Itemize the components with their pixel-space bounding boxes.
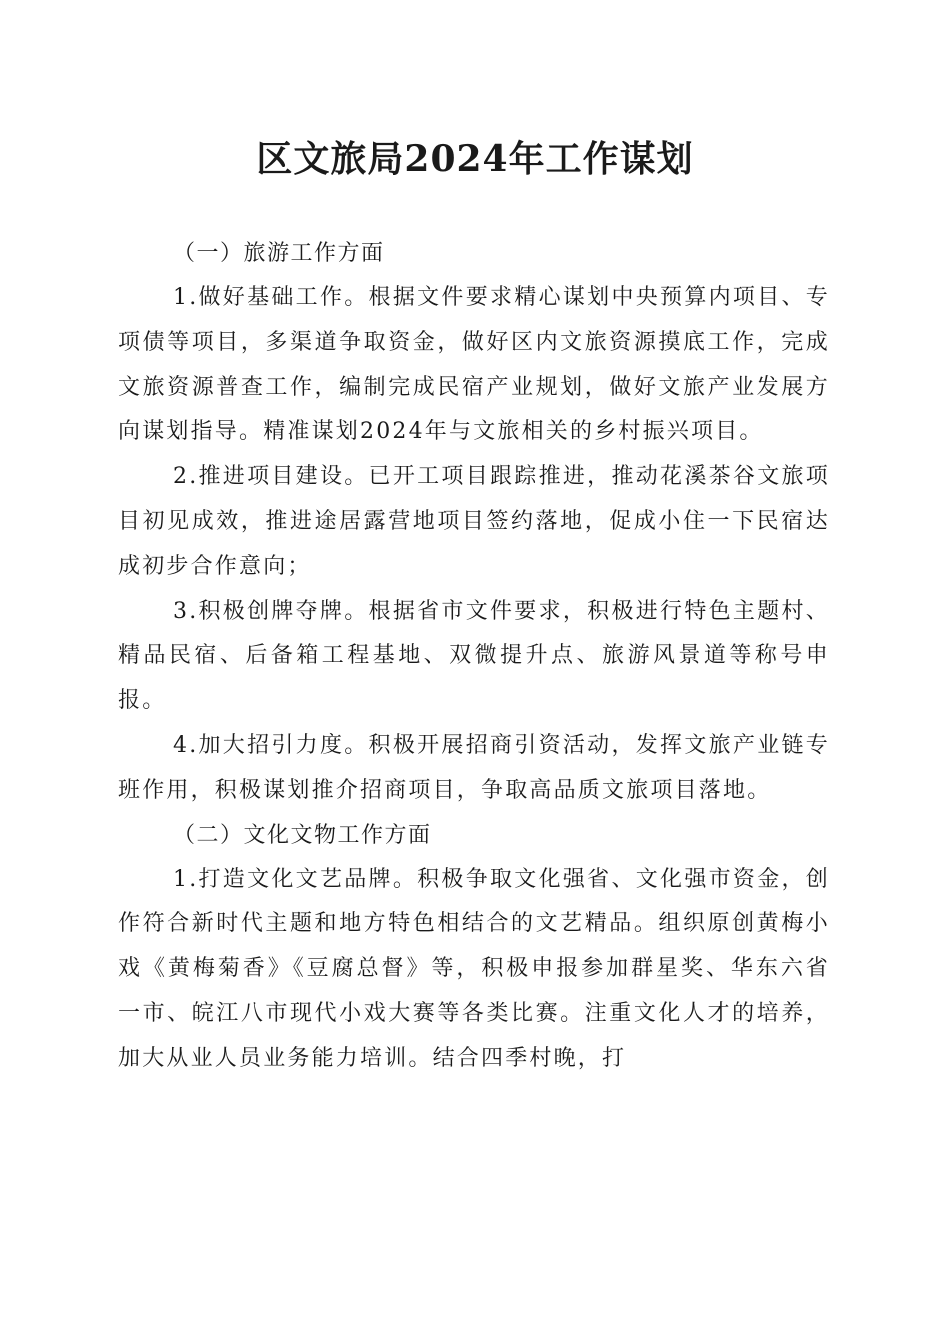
document-title: 区文旅局2024年工作谋划: [256, 138, 694, 180]
paragraph-culture-brand: 1.打造文化文艺品牌。积极争取文化强省、文化强市资金，创作符合新时代主题和地方特色相结合的文艺精品。组织原创黄梅小戏《黄梅菊香》《豆腐总督》等，积极申报参加群星奖、华东六省一市、皖江八市现代小戏大赛等各类比赛。注重文化人才的培养，加大从业人员业务能力培训。结合四季村晚，打: [118, 866, 830, 1071]
section-heading-tourism: （一）旅游工作方面: [173, 241, 385, 266]
document-body: [118, 232, 830, 1082]
paragraph-basic-work: 1.做好基础工作。根据文件要求精心谋划中央预算内项目、专项债等项目，多渠道争取资金，做好区内文旅资源摸底工作，完成文旅资源普查工作，编制完成民宿产业规划，做好文旅产业发展方向谋划指导。精准谋划2024年与文旅相关的乡村振兴项目。: [118, 285, 830, 445]
section-heading-culture: （二）文化文物工作方面: [173, 822, 432, 848]
paragraph-project-construction: 2.推进项目建设。已开工项目跟踪推进，推动花溪茶谷文旅项目初见成效，推进途居露营地项目签约落地，促成小住一下民宿达成初步合作意向；: [118, 464, 830, 579]
paragraph-investment-attraction: 4.加大招引力度。积极开展招商引资活动，发挥文旅产业链专班作用，积极谋划推介招商项目，争取高品质文旅项目落地。: [118, 732, 830, 803]
paragraph-brand-creation: 3.积极创牌夺牌。根据省市文件要求，积极进行特色主题村、精品民宿、后备箱工程基地、双微提升点、旅游风景道等称号申报。: [118, 598, 830, 714]
